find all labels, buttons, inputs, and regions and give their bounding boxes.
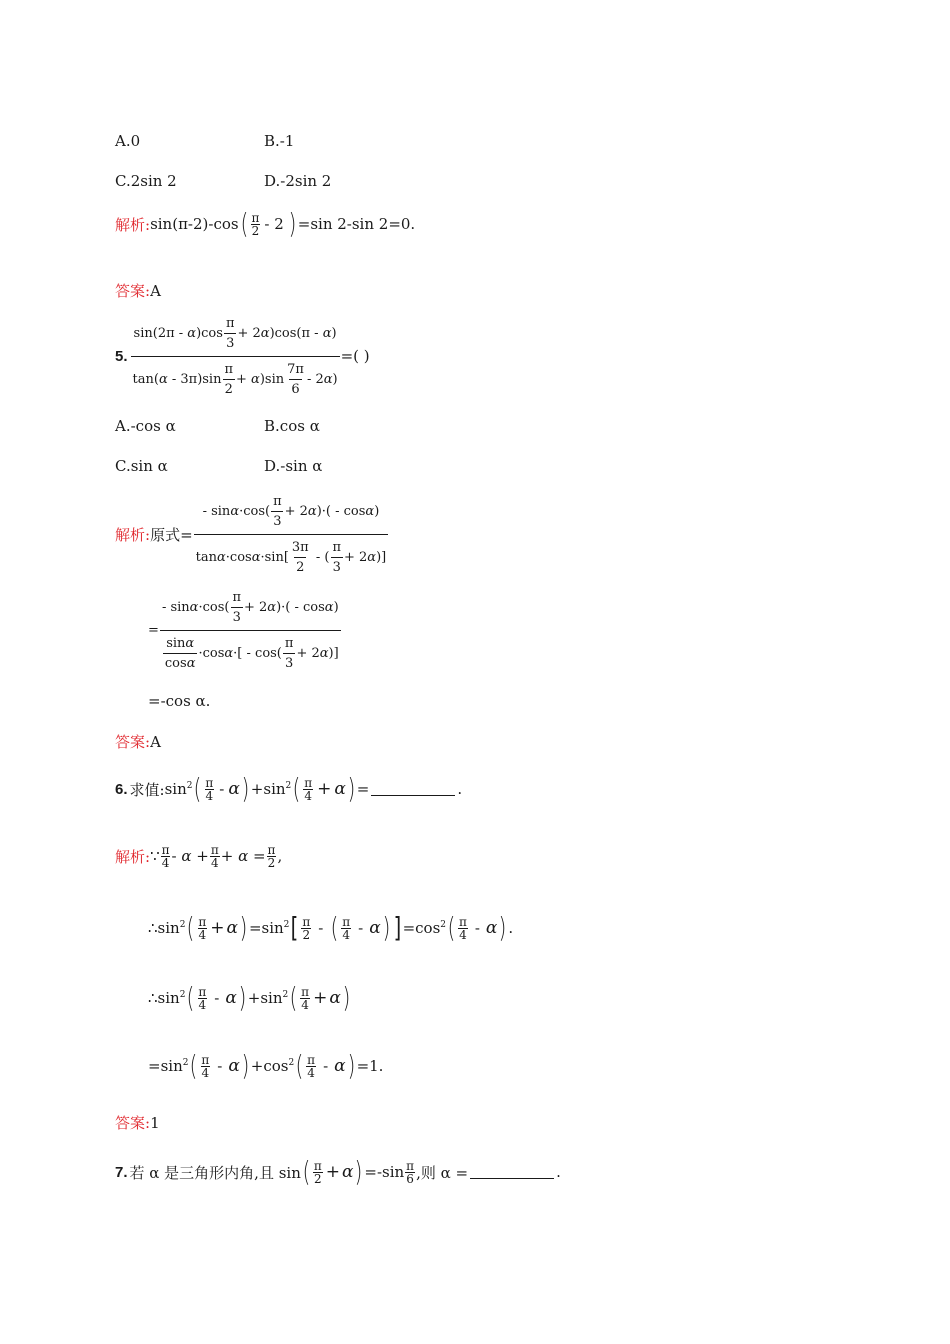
q5-analysis-step2: = - sinα·cos( $\frac{\pi}{3}$ + 2α)·( - cosα) $\frac{\sin\alpha}{\cos\alpha}$ ·cosα·[ - cos( $\frac{\pi}{3}$ + 2α)] <box>148 598 342 662</box>
q4-option-d: D.-2sin 2 <box>264 172 332 190</box>
q6-answer: 答案:1 <box>115 1114 160 1132</box>
q5-option-d: D.-sin α <box>264 457 323 475</box>
q4-analysis: 解析: sin(π-2)-cos ( $\frac{\pi}{2}$ - 2 ) =sin 2-sin 2=0. <box>115 207 416 240</box>
q5-option-b: B.cos α <box>264 417 320 435</box>
q7-answer-blank[interactable] <box>470 1166 554 1179</box>
analysis-label: 解析: <box>115 215 151 234</box>
q4-option-b: B.-1 <box>264 132 295 150</box>
q5-fraction: sin(2π - α)cos $\frac{\pi}{3}$ + 2α)cos(π - α) tan(α - 3π)sin $\frac{\pi}{2}$ + α)sin $\frac{7\pi}{6}$ - 2α) <box>131 311 340 402</box>
q6-analysis-line1: 解析: ∵ $\frac{\pi}{4}$ - α + $\frac{\pi}{4}$ + α = $\frac{\pi}{2}$ , <box>115 842 283 870</box>
q4-option-a: A.0 <box>115 132 141 150</box>
q5-analysis-step1: 解析: 原式= - sinα·cos( $\frac{\pi}{3}$ + 2α)·( - cosα) tanα·cosα·sin[ $\frac{3\pi}{2}$ - ( $\frac{\pi}{3}$ + 2α)] <box>115 502 389 566</box>
q4-answer: 答案:A <box>115 282 161 300</box>
q5-answer: 答案:A <box>115 733 161 751</box>
q5-option-c: C.sin α <box>115 457 168 475</box>
q6-answer-blank[interactable] <box>371 783 455 796</box>
q5-analysis-step3: =-cos α. <box>148 692 211 710</box>
q4-option-c: C.2sin 2 <box>115 172 177 190</box>
q5-stem: 5. sin(2π - α)cos $\frac{\pi}{3}$ + 2α)cos(π - α) tan(α - 3π)sin $\frac{\pi}{2}$ + α)sin $\frac{7\pi}{6}$ - 2α) =( ) <box>115 326 370 386</box>
q6-analysis-line2: ∴ $\sin^2$ ( $\frac{\pi}{4}$ + α ) $=\sin^2$ [ $\frac{\pi}{2}$ - ( $\frac{\pi}{4}$ - α ) ] $=\cos^2$ ( $\frac{\pi}{4}$ - α ) . <box>148 911 514 944</box>
q5-option-a: A.-cos α <box>115 417 176 435</box>
q6-stem: 6. 求值: $\sin^2$ ( $\frac{\pi}{4}$ - α ) $+\sin^2$ ( $\frac{\pi}{4}$ + α ) = . <box>115 772 463 805</box>
q6-analysis-line3: ∴ $\sin^2$ ( $\frac{\pi}{4}$ - α ) $+\sin^2$ ( $\frac{\pi}{4}$ + α ) <box>148 981 351 1014</box>
q7-stem: 7. 若 α 是三角形内角,且 sin ( $\frac{\pi}{2}$ + α ) =-sin $\frac{\pi}{6}$ ,则 α = . <box>115 1155 561 1188</box>
q6-analysis-line4: $=\sin^2$ ( $\frac{\pi}{4}$ - α ) $+\cos^2$ ( $\frac{\pi}{4}$ - α ) =1. <box>148 1049 384 1082</box>
